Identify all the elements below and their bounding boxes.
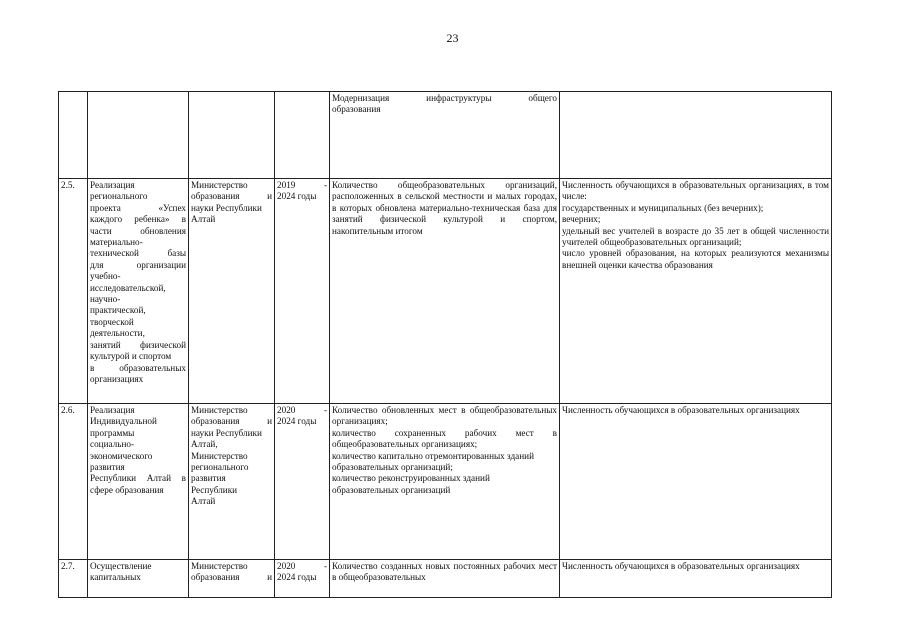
state-indicator-line: Численность обучающихся в образовательных организациях <box>562 405 800 415</box>
cell-executor <box>189 404 275 560</box>
event-line: развития <box>90 462 125 473</box>
cell-event <box>88 404 189 560</box>
event-line: в образовательных <box>90 362 186 373</box>
cell-period <box>275 560 330 598</box>
cell-period <box>275 404 330 560</box>
page-number: 23 <box>446 31 459 45</box>
period-start: 2019 - <box>277 180 327 190</box>
cell-indicator <box>330 404 560 560</box>
period-end: 2024 годы <box>277 572 317 583</box>
cell-number: 2.5. <box>59 179 88 404</box>
indicator-line: количество реконструированных зданий образовательных организаций <box>332 473 490 495</box>
event-line: регионального <box>90 191 148 202</box>
cell-state-program-indicator <box>560 404 832 560</box>
event-line: Индивидуальной <box>90 416 157 427</box>
executor-line: регионального <box>191 462 249 473</box>
executor-line: образования и <box>191 191 272 202</box>
event-line: части обновления <box>90 225 186 236</box>
executor-line: Министерство <box>191 561 248 571</box>
executor-line: науки Республики <box>191 202 262 213</box>
indicator-text: Модернизация инфраструктуры общего <box>332 93 557 103</box>
cell-number: 2.7. <box>59 560 88 598</box>
indicator-line: Количество обновленных мест в общеобразовательных организациях; <box>332 405 557 427</box>
event-line: капитальных <box>90 572 141 583</box>
executor-line: Алтай <box>191 496 216 507</box>
cell-executor <box>189 560 275 598</box>
executor-line: Республики <box>191 484 238 495</box>
cell-period <box>275 179 330 404</box>
executor-line: Министерство <box>191 450 248 461</box>
program-events-table <box>58 91 832 598</box>
table-row <box>59 179 832 404</box>
cell-state-program-indicator <box>560 179 832 404</box>
state-indicator-line: вечерних; <box>562 214 601 225</box>
event-line: учебно- <box>90 271 121 282</box>
event-line: Осуществление <box>90 561 152 571</box>
event-line: организациях <box>90 373 144 384</box>
event-line: деятельности, <box>90 328 145 339</box>
event-line: технической базы <box>90 248 186 259</box>
period-start: 2020 - <box>277 561 327 571</box>
table-row <box>59 404 832 560</box>
cell-executor <box>189 179 275 404</box>
event-line: научно- <box>90 294 121 305</box>
table-row-continuation <box>59 92 832 179</box>
state-indicator-line: число уровней образования, на которых реализуются механизмы внешней оценки качества образования <box>562 248 829 270</box>
executor-line: Министерство <box>191 180 248 190</box>
cell-event <box>88 179 189 404</box>
event-line: исследовательской, <box>90 282 166 293</box>
event-line: творческой <box>90 316 134 327</box>
cell-event <box>88 92 189 179</box>
cell-number <box>59 92 88 179</box>
cell-period <box>275 92 330 179</box>
executor-line: образования и <box>191 572 272 583</box>
event-line: Республики Алтай в <box>90 473 186 484</box>
executor-line: Министерство <box>191 405 248 415</box>
cell-indicator: Количество созданных новых постоянных рабочих мест в общеобразовательных <box>330 560 560 598</box>
period-start: 2020 - <box>277 405 327 415</box>
table-row <box>59 560 832 598</box>
indicator-line: количество сохраненных рабочих мест в общеобразовательных организациях; <box>332 427 557 450</box>
state-indicator-line: государственных и муниципальных (без вечерних); <box>562 202 764 213</box>
executor-line: образования и <box>191 416 272 427</box>
event-line: сфере образования <box>90 484 164 495</box>
cell-state-program-indicator: Численность обучающихся в образовательных организациях <box>560 560 832 598</box>
event-line: занятий физической <box>90 339 186 350</box>
event-line: Реализация <box>90 405 135 415</box>
event-line: культурой и спортом <box>90 351 172 362</box>
cell-state-program-indicator <box>560 92 832 179</box>
executor-line: развития <box>191 473 226 484</box>
event-line: проекта «Успех <box>90 202 186 213</box>
event-line: программы <box>90 427 135 438</box>
cell-event <box>88 560 189 598</box>
cell-executor <box>189 92 275 179</box>
period-end: 2024 годы <box>277 416 317 427</box>
indicator-text: образования <box>332 104 381 115</box>
executor-line: науки Республики <box>191 427 262 438</box>
state-indicator-line: удельный вес учителей в возрасте до 35 лет в общей численности учителей общеобразовательных организаций; <box>562 225 829 248</box>
event-line: материально- <box>90 237 143 248</box>
event-line: практической, <box>90 305 146 316</box>
state-indicator-line: Численность обучающихся в образовательных организациях, в том числе: <box>562 180 829 202</box>
event-line: Реализация <box>90 180 135 190</box>
event-line: каждого ребенка» в <box>90 214 186 225</box>
executor-line: Алтай, <box>191 439 218 450</box>
cell-indicator: Количество общеобразовательных организаций, расположенных в сельской местности и малых городах, в которых обновлена материально-техническая база для занятий физической культурой и спортом, накопительным итогом <box>330 179 560 404</box>
executor-line: Алтай <box>191 214 216 225</box>
event-line: социально- <box>90 439 135 450</box>
indicator-line: количество капитально отремонтированных зданий образовательных организаций; <box>332 450 535 473</box>
event-line: экономического <box>90 450 153 461</box>
event-line: для организации <box>90 259 186 270</box>
cell-number: 2.6. <box>59 404 88 560</box>
period-end: 2024 годы <box>277 191 317 202</box>
cell-indicator <box>330 92 560 179</box>
